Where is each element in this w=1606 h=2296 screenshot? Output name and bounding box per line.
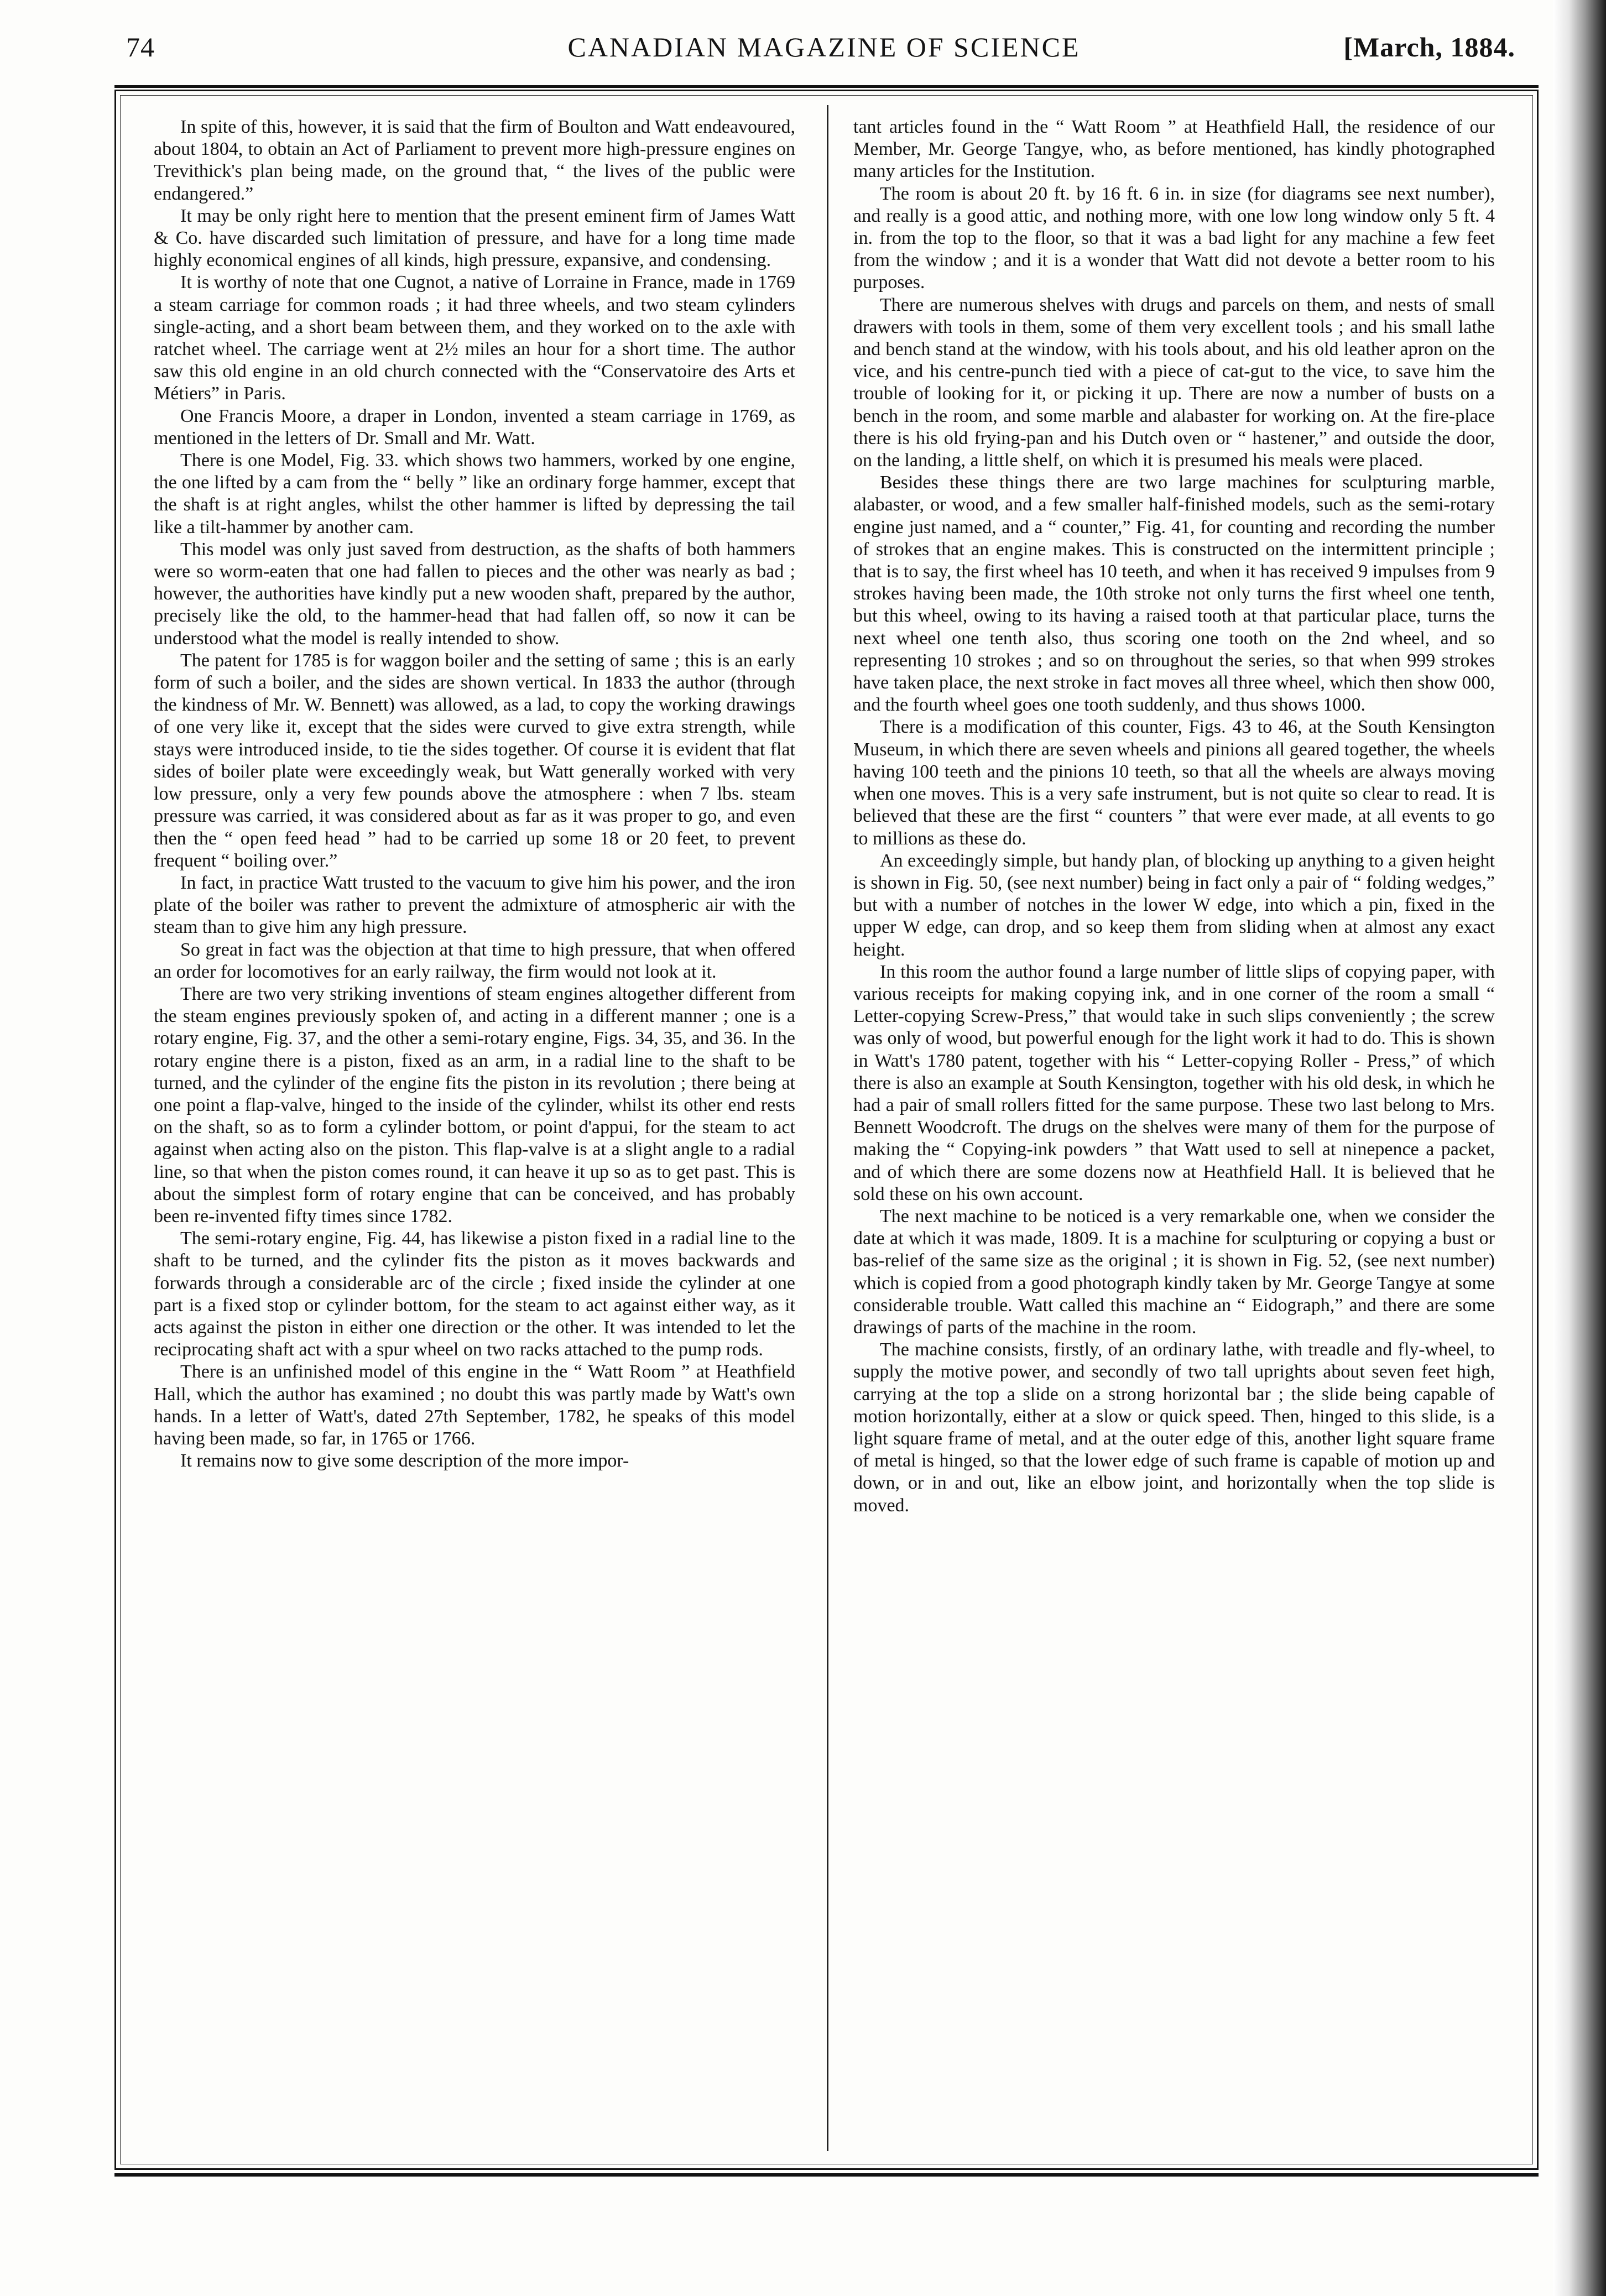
- issue-date: [March, 1884.: [1343, 32, 1515, 62]
- paragraph: There are numerous shelves with drugs and parcels on them, and nests of small drawers with tools in them, some of them very excellent tools ; and his small lathe and bench stand at the window, with his tools about, and his old leather apron on the vice, and his centre-punch tied with a piece of cat-gut to the vice, to save him the trouble of looking for it, or picking it up. There are now a number of busts on a bench in the room, and some marble and alabaster for working on. At the fire-place there is his old frying-pan and his Dutch oven or “ hastener,” and outside the door, on the landing, a little shelf, on which it is presumed his meals were placed.: [853, 294, 1495, 471]
- left-column: [154, 116, 795, 1472]
- paragraph: It is worthy of note that one Cugnot, a native of Lorraine in France, made in 1769 a steam carriage for common roads ; it had three wheels, and two steam cylinders single-acting, and a short beam between them, and they worked on to the axle with ratchet wheel. The carriage went at 2½ miles an hour for a short time. The author saw this old engine in an old church connected with the “Conservatoire des Arts et Métiers” in Paris.: [154, 272, 795, 404]
- page-number: 74: [126, 32, 155, 62]
- page-edge-shadow: [1553, 0, 1606, 2296]
- paragraph: So great in fact was the objection at that time to high pressure, that when offered an order for locomotives for an early railway, the firm would not look at it.: [154, 939, 795, 982]
- paragraph: The room is about 20 ft. by 16 ft. 6 in. in size (for diagrams see next number), and really is a good attic, and nothing more, with one low long window only 5 ft. 4 in. from the top to the floor, so that it was a bad light for any machine a few feet from the window ; and it is a wonder that Watt did not devote a better room to his purposes.: [853, 183, 1495, 293]
- paragraph: There is one Model, Fig. 33. which shows two hammers, worked by one engine, the one lifted by a cam from the “ belly ” like an ordinary forge hammer, except that the shaft is at right angles, whilst the other hammer is lifted by depressing the tail like a tilt-hammer by another cam.: [154, 450, 795, 538]
- paragraph-continued: tant articles found in the “ Watt Room ” at Heathfield Hall, the residence of our Member, Mr. George Tangye, who, as before mentioned, has kindly photographed many articles for the Institution.: [853, 117, 1495, 182]
- paragraph: One Francis Moore, a draper in London, invented a steam carriage in 1769, as mentioned in the letters of Dr. Small and Mr. Watt.: [154, 405, 795, 448]
- paragraph: It remains now to give some description of the more impor-: [180, 1450, 629, 1471]
- column-divider: [827, 105, 828, 2151]
- paragraph: In fact, in practice Watt trusted to the vacuum to give him his power, and the iron plate of the boiler was rather to prevent the admixture of atmospheric air with the steam than to give him any high pressure.: [154, 872, 795, 938]
- page-header: [122, 25, 1526, 75]
- paragraph: The semi-rotary engine, Fig. 44, has likewise a piston fixed in a radial line to the shaft to be turned, and the cylinder fits the piston as it moves backwards and forwards through a considerable arc of the circle ; fixed inside the cylinder at one part is a fixed stop or cylinder bottom, for the steam to act against either way, as it acts against the piston in either one direction or the other. It was intended to let the reciprocating shaft act with a spur wheel on two racks attached to the pump rods.: [154, 1228, 795, 1360]
- paragraph: There are two very striking inventions of steam engines altogether different from the steam engines previously spoken of, and acting in a different manner ; one is a rotary engine, Fig. 37, and the other a semi-rotary engine, Figs. 34, 35, and 36. In the rotary engine there is a piston, fixed as an arm, in a radial line to the shaft to be turned, and the cylinder of the engine fits the piston in its revolution ; there being at one point a flap-valve, hinged to the inside of the cylinder, whilst its other end rests on the shaft, so as to form a cylinder bottom, or point d'appui, for the steam to act against when acting also on the piston. This flap-valve is at a slight angle to a radial line, so that when the piston comes round, it can heave it up so as to get past. This is about the simplest form of rotary engine that can be conceived, and has probably been re-invented fifty times since 1782.: [154, 983, 795, 1227]
- paragraph: The patent for 1785 is for waggon boiler and the setting of same ; this is an early form of such a boiler, and the sides are shown vertical. In 1833 the author (through the kindness of Mr. W. Bennett) was allowed, as a lad, to copy the working drawings of one very like it, except that the sides were curved to give extra strength, while stays were introduced inside, to tie the sides together. Of course it is evident that flat sides of boiler plate were exceedingly weak, but Watt generally worked with very low pressure, only a very few pounds above the atmosphere : when 7 lbs. steam pressure was carried, it was considered about as far as it was proper to go, and even then the “ open feed head ” had to be carried up some 18 or 20 feet, to prevent frequent “ boiling over.”: [154, 650, 795, 871]
- journal-title: CANADIAN MAGAZINE OF SCIENCE: [567, 32, 1081, 62]
- paragraph: It may be only right here to mention that the present eminent firm of James Watt & Co. have discarded such limitation of pressure, and have for a long time made highly economical engines of all kinds, high pressure, expansive, and condensing.: [154, 205, 795, 271]
- paragraph: There is an unfinished model of this engine in the “ Watt Room ” at Heathfield Hall, which the author has examined ; no doubt this was partly made by Watt's own hands. In a letter of Watt's, dated 27th September, 1782, he speaks of this model having been made, so far, in 1765 or 1766.: [154, 1361, 795, 1449]
- right-column: [853, 116, 1495, 1517]
- bottom-rule: [114, 2173, 1539, 2177]
- paragraph: In spite of this, however, it is said that the firm of Boulton and Watt endeavoured, about 1804, to obtain an Act of Parliament to prevent more high-pressure engines on Trevithick's plan being made, on the ground that, “ the lives of the public were endangered.”: [154, 117, 795, 204]
- paragraph: An exceedingly simple, but handy plan, of blocking up anything to a given height is shown in Fig. 50, (see next number) being in fact only a pair of “ folding wedges,” but with a number of notches in the lower W edge, into which a pin, fixed in the upper W edge, can drop, and so keep them from sliding when at almost any exact height.: [853, 850, 1495, 960]
- paragraph: This model was only just saved from destruction, as the shafts of both hammers were so worm-eaten that one had fallen to pieces and the other was nearly as bad ; however, the authorities have kindly put a new wooden shaft, prepared by the author, precisely like the old, to the hammer-head that had fallen off, so now it can be understood what the model is really intended to show.: [154, 539, 795, 649]
- paragraph: Besides these things there are two large machines for sculpturing marble, alabaster, or wood, and a few smaller half-finished models, such as the semi-rotary engine just named, and a “ counter,” Fig. 41, for counting and recording the number of strokes that an engine makes. This is constructed on the intermittent principle ; that is to say, the first wheel has 10 teeth, and when it has received 9 impulses from 9 strokes having been made, the 10th stroke not only turns the first wheel one tenth, but this wheel, owing to its having a raised tooth at that particular place, turns the next wheel one tenth also, thus scoring one tooth on the 2nd wheel, and so representing 10 strokes ; and so on throughout the series, so that when 999 strokes have taken place, the next stroke in fact moves all three wheel, which then show 000, and the fourth wheel goes one tooth suddenly, and thus shows 1000.: [853, 472, 1495, 716]
- paragraph: The machine consists, firstly, of an ordinary lathe, with treadle and fly-wheel, to supply the motive power, and secondly of two tall uprights about seven feet high, carrying at the top a slide on a strong horizontal bar ; the slide being capable of motion horizontally, either at a slow or quick speed. Then, hinged to this slide, is a light square frame of metal, and at the outer edge of this, another light square frame of metal is hinged, so that the lower edge of such frame is capable of motion up and down, or in and out, like an elbow joint, and horizontally when the top slide is moved.: [853, 1339, 1495, 1516]
- paragraph: The next machine to be noticed is a very remarkable one, when we consider the date at which it was made, 1809. It is a machine for sculpturing or copying a bust or bas-relief of the same size as the original ; it is shown in Fig. 52, (see next number) which is copied from a good photograph kindly taken by Mr. George Tangye at some considerable trouble. Watt called this machine an “ Eidograph,” and there are some drawings of parts of the machine in the room.: [853, 1206, 1495, 1338]
- paragraph: In this room the author found a large number of little slips of copying paper, with various receipts for making copying ink, and in one corner of the room a small “ Letter-copying Screw-Press,” that would take in such slips conveniently ; the screw was only of wood, but powerful enough for the light work it had to do. This is shown in Watt's 1780 patent, together with his “ Letter-copying Roller - Press,” of which there is also an example at South Kensington, together with his old desk, in which he had a pair of small rollers fitted for the same purpose. These two last belong to Mrs. Bennett Woodcroft. The drugs on the shelves were many of them for the purpose of making the “ Copying-ink powders ” that Watt used to sell at ninepence a packet, and of which there are some dozens now at Heathfield Hall. It is believed that he sold these on his own account.: [853, 961, 1495, 1204]
- paragraph: There is a modification of this counter, Figs. 43 to 46, at the South Kensington Museum, in which there are seven wheels and pinions all geared together, the wheels having 100 teeth and the pinions 10 teeth, so that all the wheels are always moving when one moves. This is a very safe instrument, but is not quite so clear to read. It is believed that these are the first “ counters ” that were ever made, at all events to go to millions as these do.: [853, 717, 1495, 849]
- top-rule: [114, 85, 1539, 88]
